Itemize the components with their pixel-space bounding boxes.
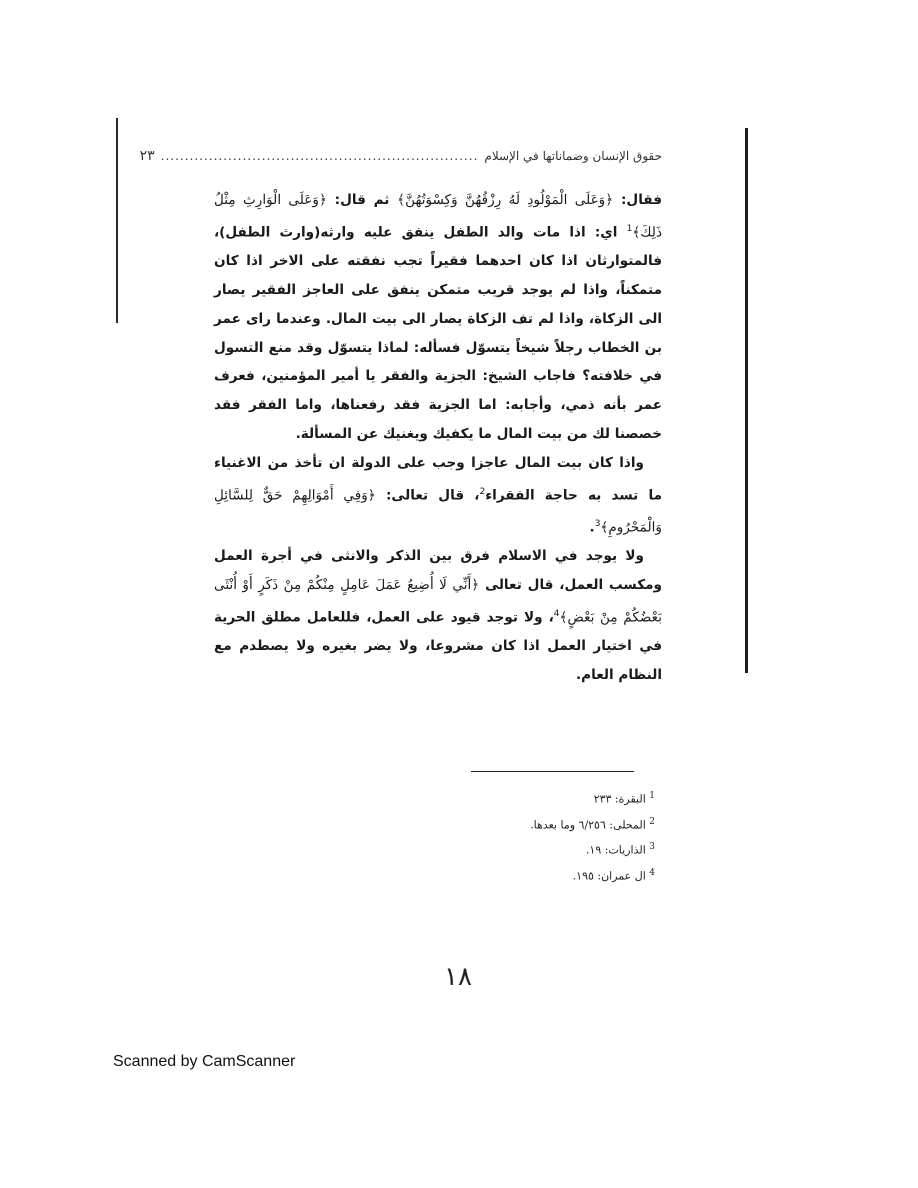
quran-quote: ﴿أَنِّي لَا أُضِيعُ عَمَلَ عَامِلٍ مِنْكُمْ مِنْ ذَكَرٍ أَوْ أُنْثَى بَعْضُكُمْ مِنْ بَعْضٍ﴾ bbox=[214, 576, 662, 626]
paragraph bbox=[214, 186, 662, 449]
paragraph bbox=[214, 449, 662, 542]
text-run: اي: اذا مات والد الطفل ينفق عليه وارثه(وارث الطفل)، فالمتوارثان اذا كان احدهما فقيراً تجب نفقته على الاخر اذا كان متمكناً، واذا لم يوجد قريب متمكن ينفق على العاجز الفقير يصار الى الزكاة، واذا لم تف الزكاة يصار الى بيت المال. وعندما راى عمر بن الخطاب رجلاً شيخاً يتسوّل فسأله: لماذا يتسوّل وقد منع التسول في خلافته؟ فاجاب الشيخ: الجزية والفقر يا أمير المؤمنين، فعرف عمر بأنه ذمي، وأجابه: اما الجزية فقد رفعناها، واما الفقر فقد خصصنا لك من بيت المال ما يكفيك ويغنيك عن المسألة. bbox=[214, 224, 662, 442]
header-leader-dots: .................................................................. bbox=[160, 149, 479, 163]
footnote-ref: 2 bbox=[479, 486, 486, 497]
footnote-2: $^2$ المحلى: ٦/٢٥٦ وما بعدها. bbox=[530, 816, 655, 832]
scan-edge-left bbox=[116, 118, 118, 323]
footnote-separator bbox=[471, 771, 634, 772]
page-number: ١٨ bbox=[444, 962, 472, 992]
text-run: . bbox=[589, 519, 595, 536]
text-run: ثم قال: bbox=[326, 192, 398, 208]
quran-quote: ﴿وَعَلَى الْمَوْلُودِ لَهُ رِزْقُهُنَّ وَكِسْوَتُهُنَّ﴾ bbox=[397, 192, 614, 208]
text-run: فقال: bbox=[613, 192, 662, 208]
header-title: حقوق الإنسان وضماناتها في الإسلام bbox=[484, 149, 662, 163]
text-run: واذا كان بيت المال عاجزا وجب على الدولة ان تأخذ من الاغنياء ما تسد به حاجة الفقراء bbox=[214, 454, 662, 504]
quran-quote: ﴿وَعَلَى الْوَارِثِ مِثْلُ ذَلِكَ﴾ bbox=[214, 192, 662, 241]
footnotes bbox=[480, 785, 655, 888]
footnote-ref: 4 bbox=[553, 608, 560, 619]
paragraph bbox=[214, 542, 662, 690]
footnote-ref: 1 bbox=[626, 223, 633, 234]
text-run: ولا يوجد في الاسلام فرق بين الذكر والانثى في أجرة العمل ومكسب العمل، قال تعالى bbox=[214, 548, 662, 593]
footnote-1: $^1$ البقرة: ٢٣٣ bbox=[593, 791, 655, 806]
header-page-number: ٢٣ bbox=[139, 148, 155, 164]
scan-edge-right bbox=[745, 128, 748, 673]
body-text bbox=[214, 186, 662, 686]
footnote-4: $^4$ ال عمران: ١٩٥. bbox=[572, 867, 655, 883]
footnote-3: $^3$ الذاريات: ١٩. bbox=[585, 842, 655, 857]
text-run: ، قال تعالى: bbox=[375, 487, 480, 504]
running-header bbox=[139, 148, 662, 170]
scanner-watermark: Scanned by CamScanner bbox=[113, 1053, 296, 1070]
footnote-ref: 3 bbox=[594, 518, 601, 529]
quran-quote: ﴿وَفِي أَمْوَالِهِمْ حَقٌّ لِلسَّائِلِ وَالْمَحْرُومِ﴾ bbox=[214, 487, 662, 536]
text-run: ، ولا توجد قيود على العمل، فللعامل مطلق الحرية في اختيار العمل اذا كان مشروعا، ولا يضر بغيره ولا يصطدم مع النظام العام. bbox=[214, 609, 662, 683]
